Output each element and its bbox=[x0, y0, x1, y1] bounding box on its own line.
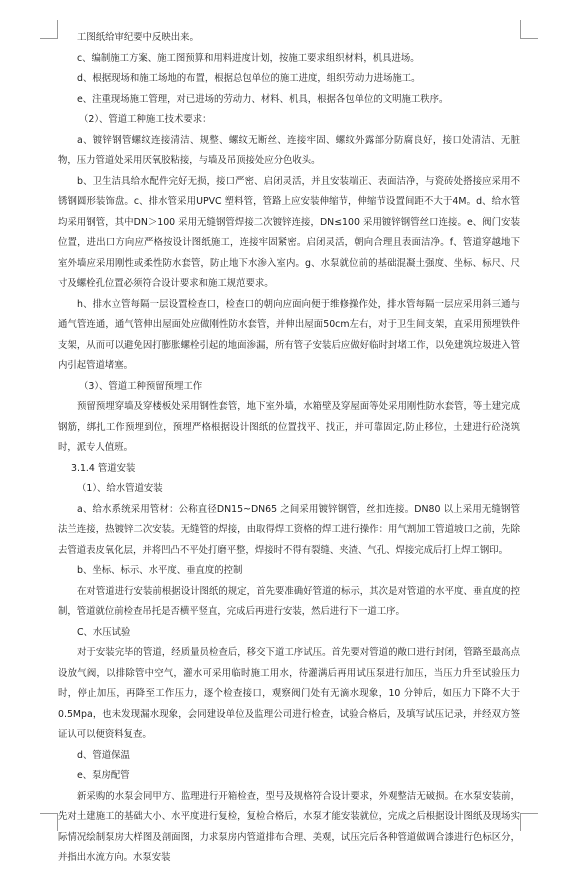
line-4: e、注重现场施工管理，对已进场的劳动力、材料、机具，根据各包单位的文明施工秩序。 bbox=[77, 93, 449, 105]
paragraph: a、镀锌钢管螺纹连接清洁、规整、螺纹无断丝、连接牢固、螺纹外露部分防腐良好，接口处清洁、无脏物，压力管道处采用厌氧胶粘接，与墙及吊顶接处应分色收头。 bbox=[58, 134, 520, 166]
section-heading: （2）、管道工种施工技术要求： bbox=[79, 114, 212, 125]
paragraph: 预留预埋穿墙及穿楼板处采用钢性套管，地下室外墙，水箱壁及穿屋面等处采用刚性防水套管，等土建完成钢筋，绑扎工作预埋到位，预埋严格根据设计图纸的位置找平、找正，并可靠固定,防止移位，土建进行砼浇筑时，派专人值班。 bbox=[58, 401, 520, 453]
item-heading: d、管道保温 bbox=[77, 749, 130, 761]
crop-mark-top-right-h bbox=[520, 38, 538, 39]
line-3: d、根据现场和施工场地的布置，根据总包单位的施工进度，组织劳动力进场施工。 bbox=[77, 73, 421, 84]
paragraph: h、排水立管每隔一层设置检查口，检查口的朝向应面向便于维修操作处，排水管每隔一层应采用斜三通与通气管连通，通气管伸出屋面处应做刚性防水套管，并伸出屋面50cm左右，对于卫生间支架，直采用预埋铁件支架，从而可以避免因打膨胀螺栓引起的地面渗漏，所有管子安装后应做好临时封堵工作，以免建筑垃圾进入管内引起管道堵塞。 bbox=[58, 298, 520, 371]
item-heading: C、水压试验 bbox=[77, 626, 131, 638]
paragraph: 在对管道进行安装前根据设计图纸的规定，首先要准确好管道的标示，其次是对管道的水平度、垂直度的控制，管道就位前检查吊托是否横平竖直，完成后再进行安装，然后进行下一道工序。 bbox=[58, 585, 520, 617]
section-number-heading: 3.1.4 管道安装 bbox=[71, 462, 136, 474]
crop-mark-bottom-left-h bbox=[40, 813, 58, 814]
line-2: c、编制施工方案、施工图预算和用料进度计划，按施工要求组织材料，机具进场。 bbox=[77, 52, 420, 64]
subsection-heading: （1）、给水管道安装 bbox=[77, 483, 163, 494]
paragraph: a、给水系统采用管材：公称直径DN15~DN65 之间采用镀锌钢管，丝扣连接。DN80 以上采用无缝钢管法兰连接，热镀锌二次安装。无缝管的焊接，由取得焊工资格的焊工进行操作：用气割加工管道坡口之前，先除去管道表皮氧化层，并将凹凸不平处打磨平整，焊接时不得有裂缝、夹渣、气孔、焊接完成后打上焊工钢印。 bbox=[58, 503, 520, 556]
paragraph: 新采购的水泵会同甲方、监理进行开箱检查，型号及规格符合设计要求，外观整洁无破损。在水泵安装前，先对土建施工的基础大小、水平度进行复检，复检合格后，水泵才能安装就位，完成之后根据设计图纸及现场实际情况绘制泵房大样图及剖面图，力求泵房内管道排布合理、美观，试压完后各种管道做调合漆进行色标区分，并指出水流方向。水泵安装 bbox=[58, 790, 520, 863]
crop-mark-top-left-h bbox=[40, 38, 58, 39]
item-heading: e、泵房配管 bbox=[77, 770, 130, 781]
crop-mark-bottom-right-v bbox=[520, 813, 521, 831]
paragraph: b、卫生洁具给水配件完好无损，接口严密、启闭灵活，并且安装端正、表面洁净，与瓷砖处搭接应采用不锈钢圆形装饰盘。c、排水管采用UPVC 塑料管，管路上应安装伸缩节，伸缩节设置间距不大于4M。d、给水管均采用钢管，其中DN＞100 采用无缝钢管焊接二次镀锌连接，DN≤100 采用镀锌钢管丝口连接。e、阀门安装位置，进出口方向应严格按设计图纸施工，连接牢固紧密。启闭灵活，朝向合理且表面洁净。f、管道穿越地下室外墙应采用刚性或柔性防水套管，防止地下水渗入室内。g、水泵就位前的基础混凝土强度、坐标、标尺、尺寸及螺栓孔位置必须符合设计要求和施工规范要求。 bbox=[58, 175, 520, 289]
paragraph: 对于安装完毕的管道，经质量员检查后，移交下道工序试压。首先要对管道的敞口进行封闭，管路至最高点设放气阀，以排除管中空气，灌水可采用临时施工用水，待灌满后再用试压泵进行加压，当压力升至试验压力时，停止加压，再降至工作压力，逐个检查接口，观察阀门处有无滴水现象，10 分钟后，如压力下降不大于0.5Mpa，也未发现漏水现象，会同建设单位及监理公司进行检查，试验合格后，及填写试压记录，并经双方签证认可以便资料复查。 bbox=[58, 647, 520, 740]
item-heading: b、坐标、标示、水平度、垂直度的控制 bbox=[77, 565, 243, 576]
crop-mark-bottom-right-h bbox=[520, 813, 538, 814]
line-1: 工图纸给审纪要中反映出来。 bbox=[77, 32, 199, 43]
section-heading: （3）、管道工种预留预埋工作 bbox=[79, 380, 203, 392]
document-body bbox=[58, 28, 520, 869]
crop-mark-top-right-v bbox=[520, 20, 521, 38]
